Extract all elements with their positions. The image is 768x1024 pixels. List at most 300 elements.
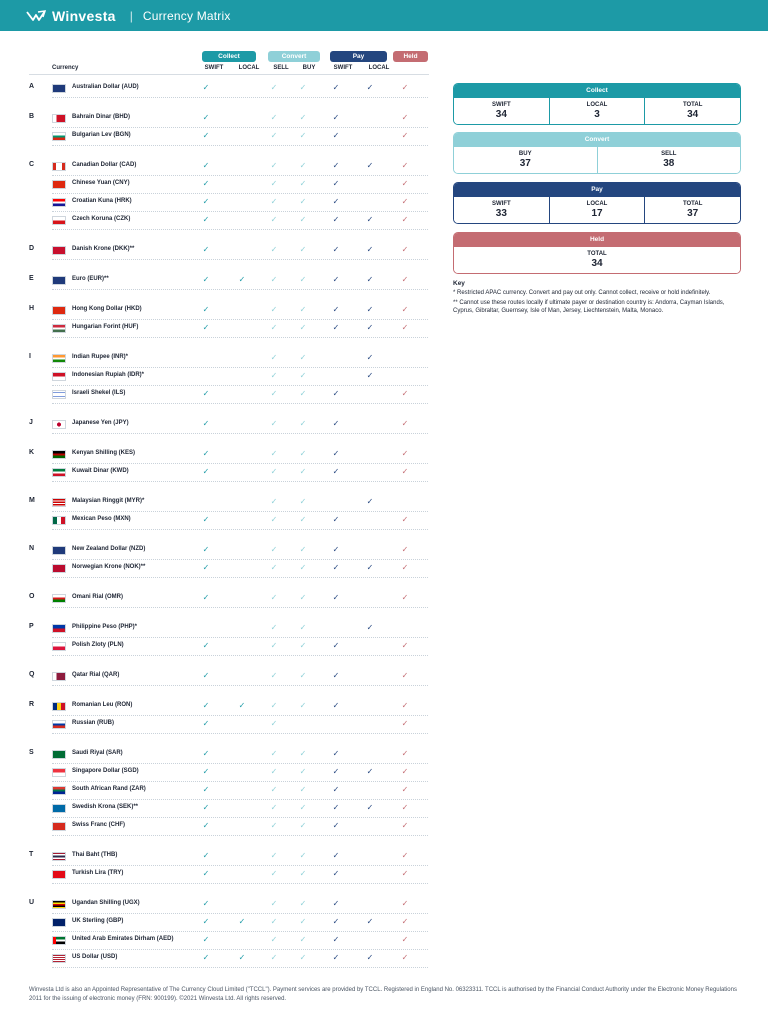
check-icon: ✓ xyxy=(202,917,210,926)
currency-name: Swiss Franc (CHF) xyxy=(72,822,126,828)
check-icon: ✓ xyxy=(401,701,409,710)
check-icon: ✓ xyxy=(332,869,340,878)
india-flag xyxy=(52,354,66,363)
denmark-flag xyxy=(52,246,66,255)
check-icon: ✓ xyxy=(270,275,278,284)
summary-held-title: Held xyxy=(454,233,740,247)
check-icon: ✓ xyxy=(366,161,374,170)
section-letter-p: P xyxy=(29,623,34,630)
currency-row xyxy=(52,110,428,128)
check-icon: ✓ xyxy=(401,389,409,398)
check-icon: ✓ xyxy=(332,389,340,398)
check-icon: ✓ xyxy=(401,719,409,728)
check-icon: ✓ xyxy=(270,719,278,728)
section-letter-i: I xyxy=(29,353,31,360)
currency-name: Norwegian Krone (NOK)** xyxy=(72,564,146,570)
uk-flag xyxy=(52,918,66,927)
group-pay: Pay xyxy=(330,51,387,62)
check-icon: ✓ xyxy=(401,275,409,284)
header-divider xyxy=(29,74,429,75)
currency-name: Malaysian Ringgit (MYR)* xyxy=(72,498,145,504)
currency-row xyxy=(52,866,428,884)
check-icon: ✓ xyxy=(332,563,340,572)
oman-flag xyxy=(52,594,66,603)
check-icon: ✓ xyxy=(332,83,340,92)
summary-convert-title: Convert xyxy=(454,133,740,147)
check-icon: ✓ xyxy=(270,305,278,314)
section-letter-b: B xyxy=(29,113,35,120)
check-icon: ✓ xyxy=(401,749,409,758)
currency-row xyxy=(52,620,428,638)
check-icon: ✓ xyxy=(332,215,340,224)
currency-row xyxy=(52,212,428,230)
check-icon: ✓ xyxy=(299,389,307,398)
currency-name: Singapore Dollar (SGD) xyxy=(72,768,139,774)
check-icon: ✓ xyxy=(366,803,374,812)
check-icon: ✓ xyxy=(270,935,278,944)
currency-name: Euro (EUR)** xyxy=(72,276,109,282)
check-icon: ✓ xyxy=(366,245,374,254)
column-header-sell: SELL xyxy=(273,65,289,71)
currency-row xyxy=(52,896,428,914)
check-icon: ✓ xyxy=(270,371,278,380)
check-icon: ✓ xyxy=(332,953,340,962)
check-icon: ✓ xyxy=(270,671,278,680)
check-icon: ✓ xyxy=(299,131,307,140)
check-icon: ✓ xyxy=(270,821,278,830)
turkey-flag xyxy=(52,870,66,879)
key-title: Key xyxy=(453,280,465,287)
currency-name: Chinese Yuan (CNY) xyxy=(72,180,130,186)
malaysia-flag xyxy=(52,498,66,507)
check-icon: ✓ xyxy=(270,83,278,92)
japan-flag xyxy=(52,420,66,429)
summary-pay-title: Pay xyxy=(454,183,740,197)
check-icon: ✓ xyxy=(332,671,340,680)
check-icon: ✓ xyxy=(299,767,307,776)
mexico-flag xyxy=(52,516,66,525)
title-separator: | xyxy=(129,8,133,23)
summary-pay-swift: SWIFT 33 xyxy=(454,197,550,223)
check-icon: ✓ xyxy=(270,767,278,776)
currency-row xyxy=(52,80,428,98)
check-icon: ✓ xyxy=(366,353,374,362)
check-icon: ✓ xyxy=(401,641,409,650)
section-letter-t: T xyxy=(29,851,34,858)
check-icon: ✓ xyxy=(299,275,307,284)
currency-name: Hungarian Forint (HUF) xyxy=(72,324,139,330)
check-icon: ✓ xyxy=(270,563,278,572)
column-header-pay-local: LOCAL xyxy=(368,65,390,71)
check-icon: ✓ xyxy=(202,323,210,332)
check-icon: ✓ xyxy=(332,767,340,776)
check-icon: ✓ xyxy=(401,545,409,554)
currency-row xyxy=(52,512,428,530)
footer-disclaimer: Winvesta Ltd is also an Appointed Representative of The Currency Cloud Limited ("TCCL"). Payment services are provided by TCCL. Registered in England No. 06323311. TCCL is authorised by the Financial Conduct Authority under the Electronic Money Regulations 2011 for the issuing of electronic money (FRN: 900199). ©2021 Winvesta Ltd. All rights reserved. xyxy=(29,987,737,1002)
check-icon: ✓ xyxy=(299,419,307,428)
check-icon: ✓ xyxy=(270,419,278,428)
check-icon: ✓ xyxy=(270,113,278,122)
check-icon: ✓ xyxy=(270,131,278,140)
summary-collect-swift: SWIFT 34 xyxy=(454,98,550,124)
currency-name: Hong Kong Dollar (HKD) xyxy=(72,306,142,312)
check-icon: ✓ xyxy=(299,83,307,92)
column-header-pay-swift: SWIFT xyxy=(333,65,353,71)
section-letter-n: N xyxy=(29,545,35,552)
summary-collect-title: Collect xyxy=(454,84,740,98)
check-icon: ✓ xyxy=(202,821,210,830)
currency-row xyxy=(52,590,428,608)
section-letter-j: J xyxy=(29,419,33,426)
currency-name: Romanian Leu (RON) xyxy=(72,702,133,708)
check-icon: ✓ xyxy=(202,83,210,92)
check-icon: ✓ xyxy=(270,623,278,632)
check-icon: ✓ xyxy=(202,305,210,314)
check-icon: ✓ xyxy=(332,917,340,926)
romania-flag xyxy=(52,702,66,711)
section-letter-d: D xyxy=(29,245,35,252)
check-icon: ✓ xyxy=(401,515,409,524)
check-icon: ✓ xyxy=(202,749,210,758)
check-icon: ✓ xyxy=(401,323,409,332)
check-icon: ✓ xyxy=(238,701,246,710)
check-icon: ✓ xyxy=(332,467,340,476)
column-header-collect-local: LOCAL xyxy=(238,65,260,71)
currency-row xyxy=(52,800,428,818)
check-icon: ✓ xyxy=(299,371,307,380)
check-icon: ✓ xyxy=(299,821,307,830)
check-icon: ✓ xyxy=(299,497,307,506)
section-letter-u: U xyxy=(29,899,35,906)
check-icon: ✓ xyxy=(332,593,340,602)
check-icon: ✓ xyxy=(332,449,340,458)
check-icon: ✓ xyxy=(270,899,278,908)
check-icon: ✓ xyxy=(401,869,409,878)
check-icon: ✓ xyxy=(366,215,374,224)
check-icon: ✓ xyxy=(202,467,210,476)
currency-name: Philippine Peso (PHP)* xyxy=(72,624,138,630)
croatia-flag xyxy=(52,198,66,207)
check-icon: ✓ xyxy=(366,767,374,776)
check-icon: ✓ xyxy=(366,497,374,506)
currency-row xyxy=(52,446,428,464)
check-icon: ✓ xyxy=(202,803,210,812)
check-icon: ✓ xyxy=(332,641,340,650)
check-icon: ✓ xyxy=(299,641,307,650)
check-icon: ✓ xyxy=(401,953,409,962)
section-letter-a: A xyxy=(29,83,35,90)
check-icon: ✓ xyxy=(332,305,340,314)
check-icon: ✓ xyxy=(299,803,307,812)
check-icon: ✓ xyxy=(299,197,307,206)
summary-collect xyxy=(453,83,741,125)
check-icon: ✓ xyxy=(270,497,278,506)
check-icon: ✓ xyxy=(332,515,340,524)
check-icon: ✓ xyxy=(202,719,210,728)
check-icon: ✓ xyxy=(299,323,307,332)
section-letter-m: M xyxy=(29,497,35,504)
new-zealand-flag xyxy=(52,546,66,555)
check-icon: ✓ xyxy=(401,179,409,188)
check-icon: ✓ xyxy=(332,749,340,758)
check-icon: ✓ xyxy=(202,245,210,254)
currency-name: Kenyan Shilling (KES) xyxy=(72,450,136,456)
check-icon: ✓ xyxy=(202,275,210,284)
currency-row xyxy=(52,272,428,290)
check-icon: ✓ xyxy=(299,701,307,710)
check-icon: ✓ xyxy=(401,899,409,908)
check-icon: ✓ xyxy=(270,353,278,362)
check-icon: ✓ xyxy=(332,179,340,188)
norway-flag xyxy=(52,564,66,573)
usa-flag xyxy=(52,954,66,963)
hong-kong-flag xyxy=(52,306,66,315)
currency-name: Polish Zloty (PLN) xyxy=(72,642,124,648)
check-icon: ✓ xyxy=(202,671,210,680)
currency-name: Japanese Yen (JPY) xyxy=(72,420,129,426)
check-icon: ✓ xyxy=(202,449,210,458)
check-icon: ✓ xyxy=(299,113,307,122)
check-icon: ✓ xyxy=(299,953,307,962)
summary-pay-total: TOTAL 37 xyxy=(682,201,703,219)
currency-row xyxy=(52,464,428,482)
poland-flag xyxy=(52,642,66,651)
check-icon: ✓ xyxy=(332,197,340,206)
check-icon: ✓ xyxy=(299,305,307,314)
currency-name: Omani Rial (OMR) xyxy=(72,594,124,600)
check-icon: ✓ xyxy=(202,113,210,122)
check-icon: ✓ xyxy=(270,851,278,860)
south-africa-flag xyxy=(52,786,66,795)
canada-flag xyxy=(52,162,66,171)
check-icon: ✓ xyxy=(332,785,340,794)
check-icon: ✓ xyxy=(202,389,210,398)
currency-name: Australian Dollar (AUD) xyxy=(72,84,139,90)
currency-row xyxy=(52,638,428,656)
check-icon: ✓ xyxy=(270,245,278,254)
check-icon: ✓ xyxy=(270,215,278,224)
check-icon: ✓ xyxy=(270,197,278,206)
check-icon: ✓ xyxy=(270,701,278,710)
currency-row xyxy=(52,194,428,212)
russia-flag xyxy=(52,720,66,729)
check-icon: ✓ xyxy=(299,785,307,794)
currency-name: Russian (RUB) xyxy=(72,720,115,726)
check-icon: ✓ xyxy=(366,305,374,314)
check-icon: ✓ xyxy=(401,83,409,92)
check-icon: ✓ xyxy=(270,545,278,554)
check-icon: ✓ xyxy=(299,515,307,524)
check-icon: ✓ xyxy=(401,671,409,680)
currency-name: UK Sterling (GBP) xyxy=(72,918,124,924)
currency-row xyxy=(52,764,428,782)
group-collect: Collect xyxy=(202,51,256,62)
check-icon: ✓ xyxy=(401,197,409,206)
check-icon: ✓ xyxy=(270,515,278,524)
currency-name: Indonesian Rupiah (IDR)* xyxy=(72,372,144,378)
check-icon: ✓ xyxy=(401,767,409,776)
check-icon: ✓ xyxy=(202,419,210,428)
currency-row xyxy=(52,698,428,716)
currency-name: Saudi Riyal (SAR) xyxy=(72,750,123,756)
section-letter-c: C xyxy=(29,161,35,168)
currency-name: Qatar Rial (QAR) xyxy=(72,672,120,678)
section-letter-k: K xyxy=(29,449,35,456)
section-letter-s: S xyxy=(29,749,34,756)
check-icon: ✓ xyxy=(401,419,409,428)
check-icon: ✓ xyxy=(299,179,307,188)
check-icon: ✓ xyxy=(366,917,374,926)
check-icon: ✓ xyxy=(332,275,340,284)
check-icon: ✓ xyxy=(401,803,409,812)
check-icon: ✓ xyxy=(202,563,210,572)
check-icon: ✓ xyxy=(202,545,210,554)
check-icon: ✓ xyxy=(366,83,374,92)
check-icon: ✓ xyxy=(299,449,307,458)
currency-name: South African Rand (ZAR) xyxy=(72,786,146,792)
section-letter-o: O xyxy=(29,593,35,600)
check-icon: ✓ xyxy=(270,917,278,926)
czech-flag xyxy=(52,216,66,225)
check-icon: ✓ xyxy=(332,851,340,860)
check-icon: ✓ xyxy=(202,785,210,794)
currency-row xyxy=(52,320,428,338)
section-letter-q: Q xyxy=(29,671,35,678)
currency-name: New Zealand Dollar (NZD) xyxy=(72,546,146,552)
israel-flag xyxy=(52,390,66,399)
currency-name: Israeli Shekel (ILS) xyxy=(72,390,126,396)
check-icon: ✓ xyxy=(299,869,307,878)
china-flag xyxy=(52,180,66,189)
check-icon: ✓ xyxy=(366,623,374,632)
check-icon: ✓ xyxy=(299,215,307,224)
currency-row xyxy=(52,950,428,968)
currency-row xyxy=(52,848,428,866)
saudi-arabia-flag xyxy=(52,750,66,759)
check-icon: ✓ xyxy=(299,899,307,908)
currency-row xyxy=(52,386,428,404)
check-icon: ✓ xyxy=(299,467,307,476)
check-icon: ✓ xyxy=(270,593,278,602)
check-icon: ✓ xyxy=(299,749,307,758)
check-icon: ✓ xyxy=(202,953,210,962)
currency-name: Bulgarian Lev (BGN) xyxy=(72,132,131,138)
check-icon: ✓ xyxy=(401,917,409,926)
check-icon: ✓ xyxy=(202,215,210,224)
currency-row xyxy=(52,932,428,950)
uae-flag xyxy=(52,936,66,945)
currency-name: United Arab Emirates Dirham (AED) xyxy=(72,936,174,942)
check-icon: ✓ xyxy=(299,563,307,572)
check-icon: ✓ xyxy=(202,197,210,206)
check-icon: ✓ xyxy=(401,785,409,794)
currency-name: Croatian Kuna (HRK) xyxy=(72,198,132,204)
check-icon: ✓ xyxy=(332,161,340,170)
check-icon: ✓ xyxy=(332,113,340,122)
key-note-local-routes: ** Cannot use these routes locally if ultimate payer or destination country is: Andorra, Cayman Islands, Cyprus, Gibraltar, Guernsey, Isle of Man, Jersey, Liechtenstein, Malta, Monaco. xyxy=(453,300,725,314)
check-icon: ✓ xyxy=(299,161,307,170)
check-icon: ✓ xyxy=(401,563,409,572)
currency-name: Ugandan Shilling (UGX) xyxy=(72,900,140,906)
currency-row xyxy=(52,914,428,932)
top-bar xyxy=(0,0,768,31)
check-icon: ✓ xyxy=(202,767,210,776)
check-icon: ✓ xyxy=(299,623,307,632)
section-letter-r: R xyxy=(29,701,35,708)
check-icon: ✓ xyxy=(202,851,210,860)
check-icon: ✓ xyxy=(202,641,210,650)
philippines-flag xyxy=(52,624,66,633)
check-icon: ✓ xyxy=(202,701,210,710)
currency-name: Turkish Lira (TRY) xyxy=(72,870,124,876)
check-icon: ✓ xyxy=(202,593,210,602)
currency-row xyxy=(52,416,428,434)
check-icon: ✓ xyxy=(401,131,409,140)
currency-row xyxy=(52,542,428,560)
check-icon: ✓ xyxy=(270,179,278,188)
check-icon: ✓ xyxy=(238,917,246,926)
check-icon: ✓ xyxy=(270,389,278,398)
bahrain-flag xyxy=(52,114,66,123)
key-legend xyxy=(453,280,741,317)
check-icon: ✓ xyxy=(238,953,246,962)
check-icon: ✓ xyxy=(332,545,340,554)
check-icon: ✓ xyxy=(332,245,340,254)
document-title: Currency Matrix xyxy=(142,8,231,23)
summary-collect-total: TOTAL 34 xyxy=(682,102,703,120)
check-icon: ✓ xyxy=(238,275,246,284)
currency-name: Swedish Krona (SEK)** xyxy=(72,804,139,810)
currency-row xyxy=(52,128,428,146)
check-icon: ✓ xyxy=(270,161,278,170)
section-letter-e: E xyxy=(29,275,34,282)
check-icon: ✓ xyxy=(332,803,340,812)
summary-pay xyxy=(453,182,741,224)
currency-name: Canadian Dollar (CAD) xyxy=(72,162,137,168)
brand-name: Winvesta xyxy=(52,7,116,24)
kuwait-flag xyxy=(52,468,66,477)
check-icon: ✓ xyxy=(270,785,278,794)
summary-pay-local: LOCAL 17 xyxy=(550,197,646,223)
summary-convert xyxy=(453,132,741,174)
currency-name: Mexican Peso (MXN) xyxy=(72,516,131,522)
check-icon: ✓ xyxy=(401,467,409,476)
currency-row xyxy=(52,818,428,836)
australia-flag xyxy=(52,84,66,93)
check-icon: ✓ xyxy=(332,899,340,908)
check-icon: ✓ xyxy=(332,323,340,332)
check-icon: ✓ xyxy=(332,935,340,944)
check-icon: ✓ xyxy=(366,323,374,332)
summary-convert-buy: BUY 37 xyxy=(454,147,598,173)
currency-row xyxy=(52,668,428,686)
summary-held-total: TOTAL 34 xyxy=(587,251,607,269)
currency-row xyxy=(52,368,428,386)
check-icon: ✓ xyxy=(332,419,340,428)
currency-row xyxy=(52,494,428,512)
column-header-currency: Currency xyxy=(52,65,79,71)
section-letter-h: H xyxy=(29,305,35,312)
bulgaria-flag xyxy=(52,132,66,141)
check-icon: ✓ xyxy=(366,275,374,284)
currency-row xyxy=(52,782,428,800)
summary-convert-sell: SELL 38 xyxy=(661,151,677,169)
check-icon: ✓ xyxy=(401,113,409,122)
check-icon: ✓ xyxy=(299,917,307,926)
check-icon: ✓ xyxy=(401,935,409,944)
group-held: Held xyxy=(393,51,428,62)
kenya-flag xyxy=(52,450,66,459)
